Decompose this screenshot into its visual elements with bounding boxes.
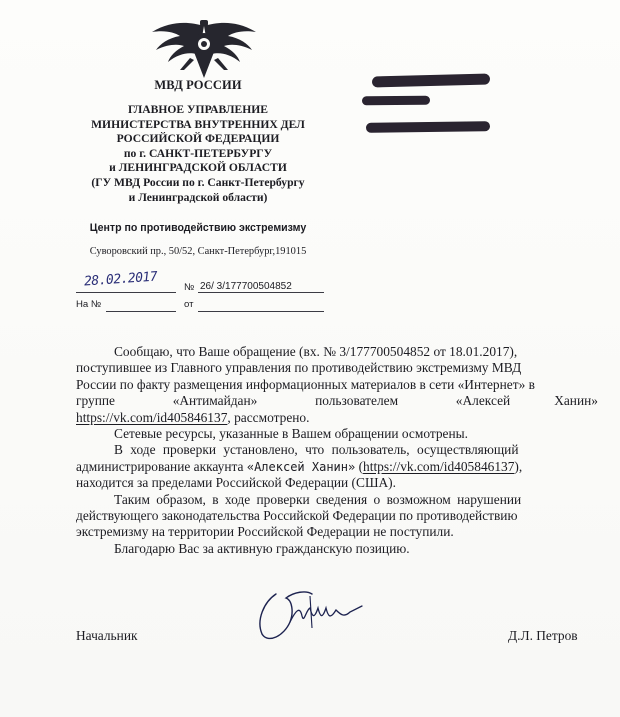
paragraph-5 (76, 541, 598, 557)
reply-label: На № (76, 299, 102, 310)
from-label: от (184, 299, 194, 310)
number-line (198, 292, 324, 293)
paragraph-2 (76, 426, 598, 442)
body-text: ( (355, 458, 364, 474)
body-text: ), (514, 458, 523, 474)
signer-name: Д.Л. Петров (508, 628, 578, 643)
vk-profile-link[interactable]: https://vk.com/id405846137 (76, 409, 228, 425)
paragraph-1 (76, 344, 598, 426)
number-label: № (184, 282, 195, 293)
handwritten-signature (250, 576, 370, 646)
body-line (76, 393, 598, 409)
department-heading (58, 103, 338, 205)
body-word: «Алексей (455, 393, 511, 409)
redaction-bar (362, 96, 430, 106)
mvd-emblem-icon (150, 18, 258, 80)
date-line (76, 292, 176, 293)
body-line: Сетевые ресурсы, указанные в Вашем обращении осмотрены. (114, 426, 469, 442)
dept-line: МИНИСТЕРСТВА ВНУТРЕННИХ ДЕЛ (91, 117, 305, 131)
body-line: находится за пределами Российской Федерации (США). (76, 475, 396, 491)
body-word: Ханин» (554, 393, 598, 409)
vk-profile-link[interactable]: https://vk.com/id405846137 (363, 458, 515, 474)
dept-line: и Ленинградской области) (128, 190, 268, 204)
dept-line: ГЛАВНОЕ УПРАВЛЕНИЕ (128, 103, 268, 116)
paragraph-4 (76, 492, 598, 541)
dept-line: РОССИЙСКОЙ ФЕДЕРАЦИИ (116, 132, 280, 146)
outgoing-number: 26/ 3/177700504852 (200, 281, 292, 292)
body-word: пользователем (315, 393, 399, 409)
handwritten-date: 28.02.2017 (83, 269, 158, 290)
signer-title: Начальник (76, 628, 138, 643)
center-title: Центр по противодействию экстремизму (89, 222, 307, 234)
body-line: Благодарю Вас за активную гражданскую позицию. (114, 540, 410, 556)
body-line (76, 410, 598, 426)
body-line (76, 459, 598, 475)
dept-line: и ЛЕНИНГРАДСКОЙ ОБЛАСТИ (109, 161, 287, 175)
dept-line: по г. САНКТ-ПЕТЕРБУРГУ (123, 146, 273, 160)
body-text: администрирование аккаунта (76, 458, 247, 474)
body-line: действующего законодательства Российской Федерации по противодействию (76, 508, 518, 524)
letter-body (76, 344, 598, 557)
body-line: Сообщаю, что Ваше обращение (вх. № 3/177700504852 от 18.01.2017), (114, 344, 518, 359)
body-word: группе (76, 393, 115, 409)
address: Суворовский пр., 50/52, Санкт-Петербург,191015 (89, 246, 307, 257)
reply-date-line (198, 311, 324, 312)
org-name: МВД РОССИИ (154, 78, 242, 92)
paragraph-3 (76, 442, 598, 491)
body-text: , рассмотрено. (227, 409, 310, 425)
account-name: «Алексей Ханин» (246, 459, 356, 474)
body-line: России по факту размещения информационных материалов в сети «Интернет» в (76, 376, 535, 392)
body-line: поступившее из Главного управления по противодействию экстремизму МВД (76, 360, 522, 376)
body-line: экстремизму на территории Российской Федерации не поступили. (76, 524, 454, 540)
dept-line: (ГУ МВД России по г. Санкт-Петербургу (91, 175, 305, 189)
reply-number-line (106, 311, 176, 312)
redaction-bar (366, 121, 490, 133)
body-line: Таким образом, в ходе проверки сведения о возможном нарушении (114, 491, 522, 507)
body-word: «Антимайдан» (172, 393, 258, 409)
body-line: В ходе проверки установлено, что пользователь, осуществляющий (114, 442, 519, 458)
redaction-bar (372, 73, 490, 87)
